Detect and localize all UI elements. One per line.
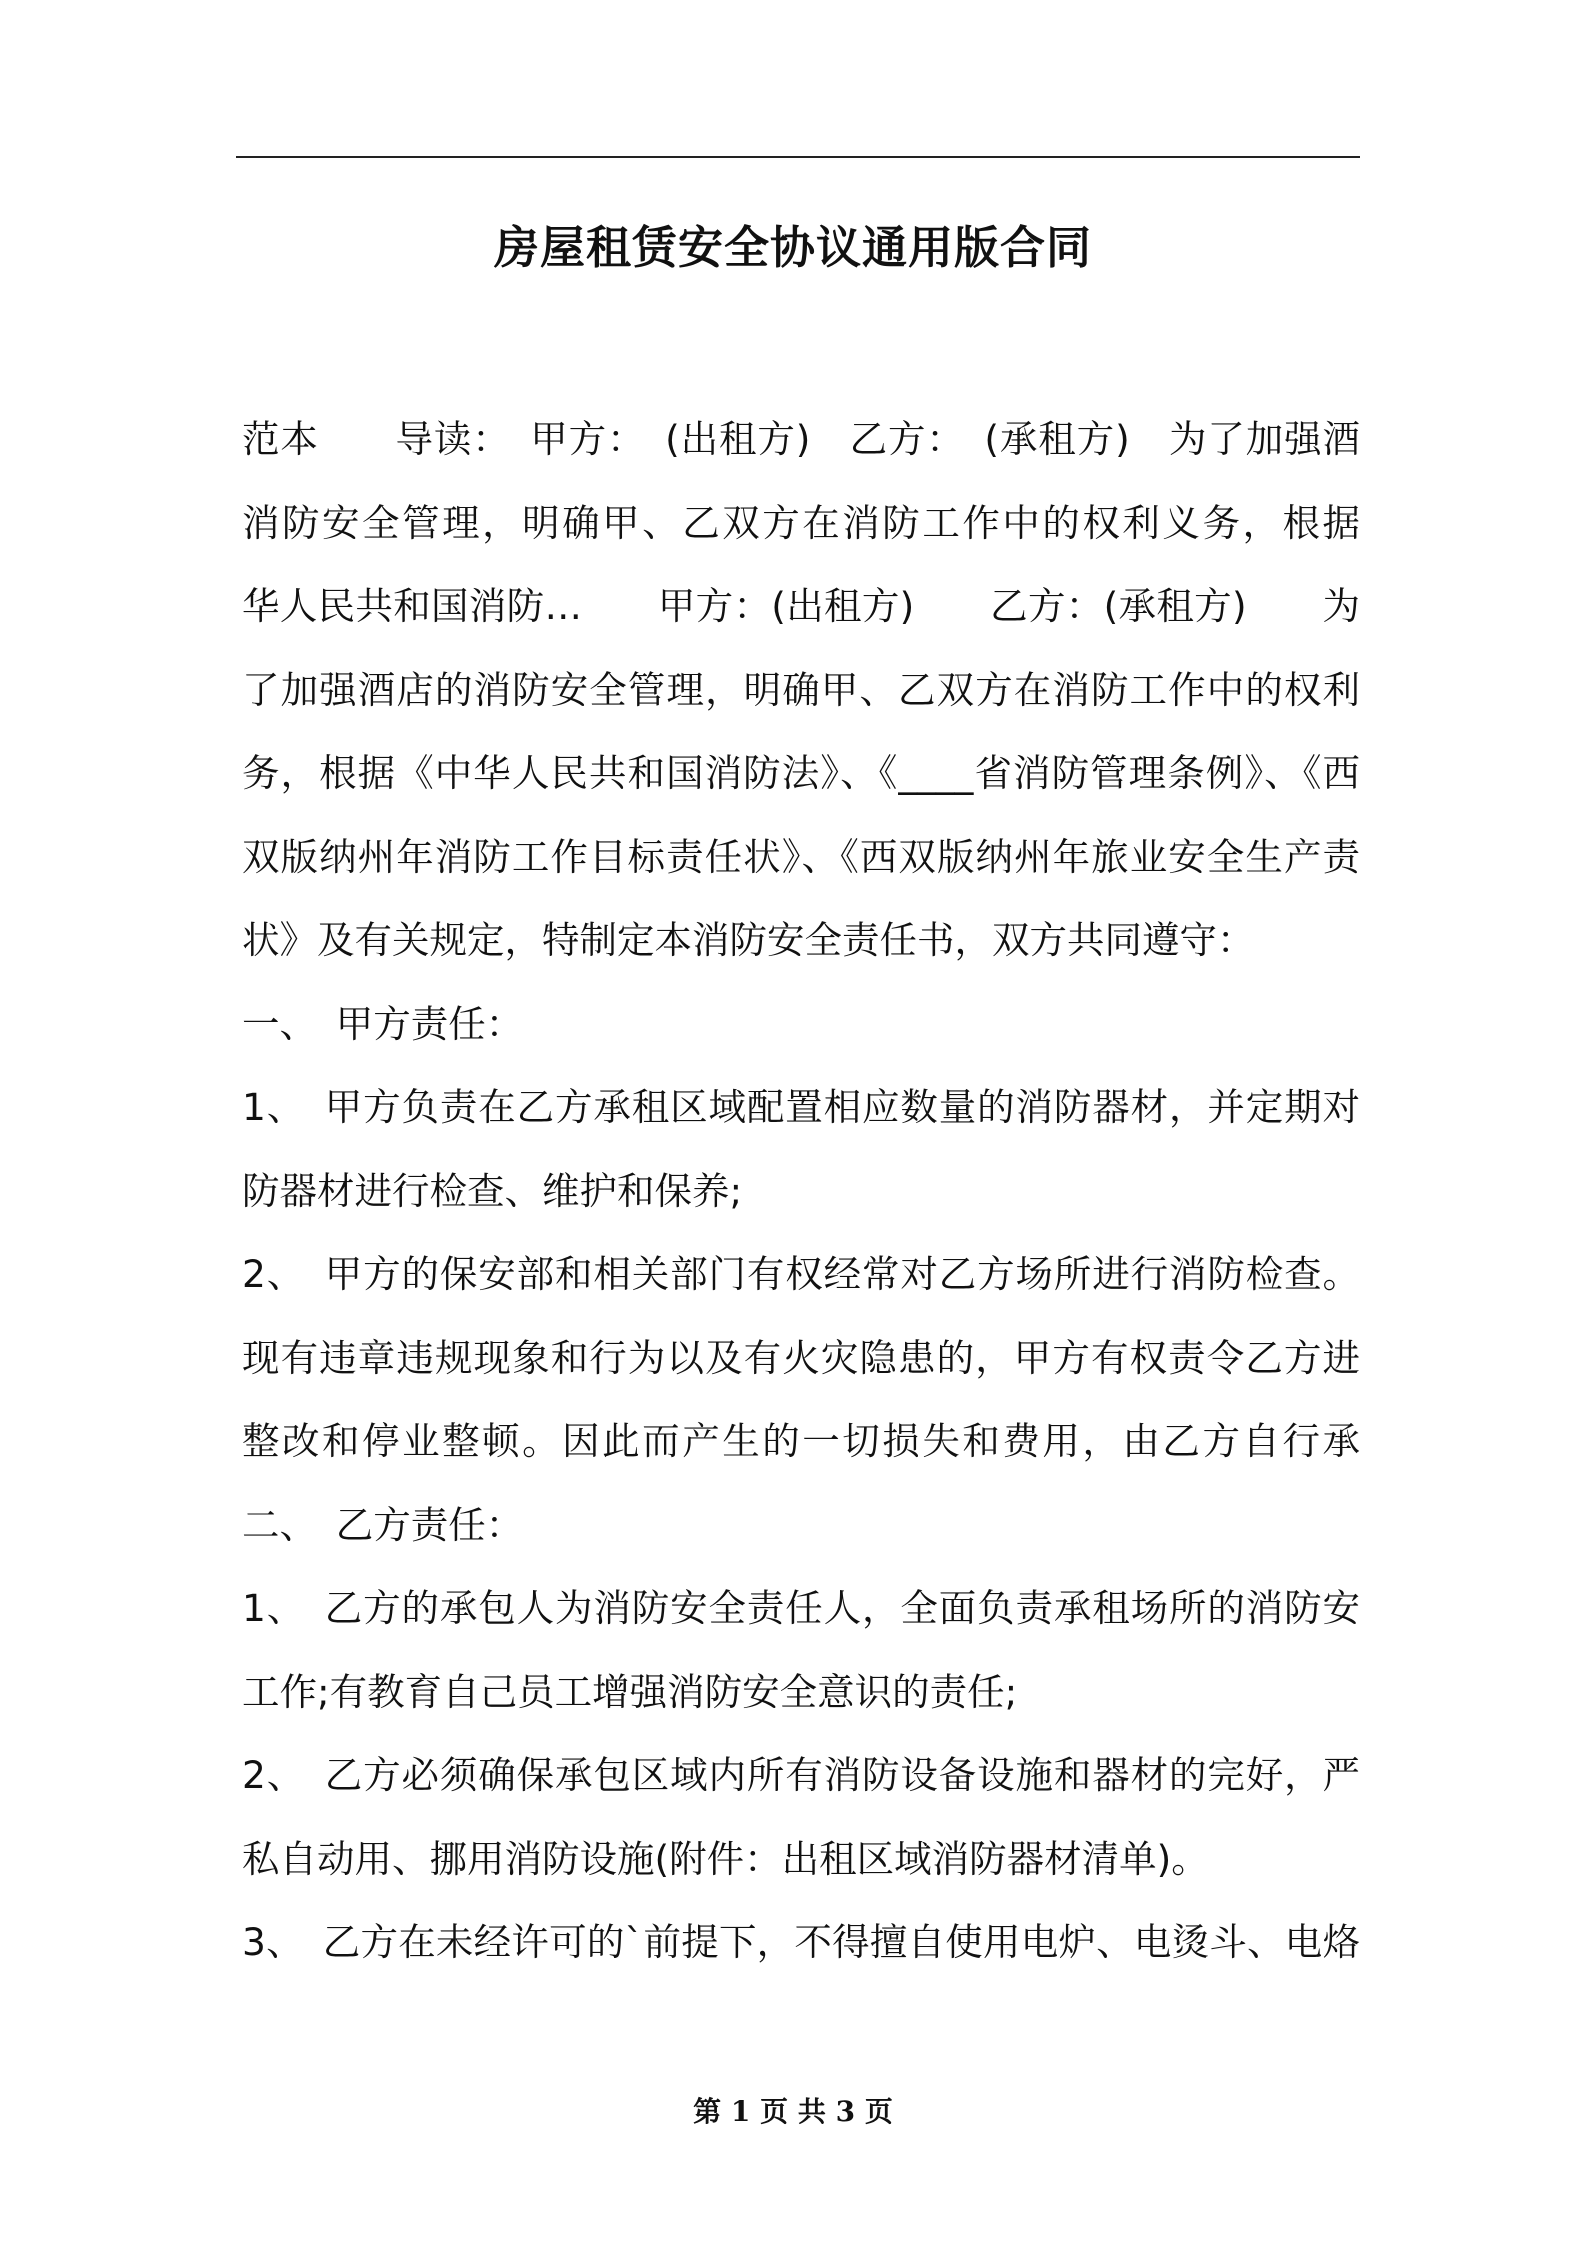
- body-line: 2、 甲方的保安部和相关部门有权经常对乙方场所进行消防检查。: [242, 1252, 1360, 1296]
- body-line: 务，根据《中华人民共和国消防法》、《____省消防管理条例》、《西: [242, 751, 1360, 795]
- body-line: 1、 甲方负责在乙方承租区域配置相应数量的消防器材，并定期对: [242, 1085, 1360, 1129]
- body-line: 现有违章违规现象和行为以及有火灾隐患的，甲方有权责令乙方进: [242, 1335, 1360, 1380]
- body-line: 3、 乙方在未经许可的`前提下，不得擅自使用电炉、电烫斗、电烙: [242, 1920, 1360, 1964]
- body-line: 私自动用、挪用消防设施(附件：出租区域消防器材清单)。: [242, 1836, 1209, 1881]
- document-title: 房屋租赁安全协议通用版合同: [493, 221, 1092, 274]
- body-line: 1、 乙方的承包人为消防安全责任人，全面负责承租场所的消防安: [242, 1586, 1360, 1630]
- document-body: [242, 398, 1360, 1985]
- body-line: 防器材进行检查、维护和保养;: [242, 1168, 743, 1213]
- body-line: 二、 乙方责任：: [242, 1502, 524, 1547]
- body-line: 状》及有关规定，特制定本消防安全责任书，双方共同遵守：: [242, 918, 1255, 962]
- body-line: 工作;有教育自己员工增强消防安全意识的责任;: [242, 1669, 1018, 1714]
- header-rule: [236, 156, 1360, 158]
- body-line: 了加强酒店的消防安全管理，明确甲、乙双方在消防工作中的权利: [242, 667, 1360, 712]
- page-footer: 第 1 页 共 3 页: [693, 2095, 893, 2128]
- body-line: 消防安全管理，明确甲、乙双方在消防工作中的权利义务，根据: [242, 500, 1360, 545]
- body-line: 华人民共和国消防… 甲方：(出租方) 乙方：(承租方) 为: [242, 584, 1360, 628]
- body-line: 整改和停业整顿。因此而产生的一切损失和费用，由乙方自行承: [242, 1419, 1360, 1463]
- body-line: 范本 导读： 甲方： (出租方) 乙方： (承租方) 为了加强酒: [242, 417, 1360, 461]
- body-line: 2、 乙方必须确保承包区域内所有消防设备设施和器材的完好，严: [242, 1753, 1360, 1797]
- body-line: 一、 甲方责任：: [242, 1001, 524, 1046]
- body-line: 双版纳州年消防工作目标责任状》、《西双版纳州年旅业安全生产责: [242, 834, 1360, 879]
